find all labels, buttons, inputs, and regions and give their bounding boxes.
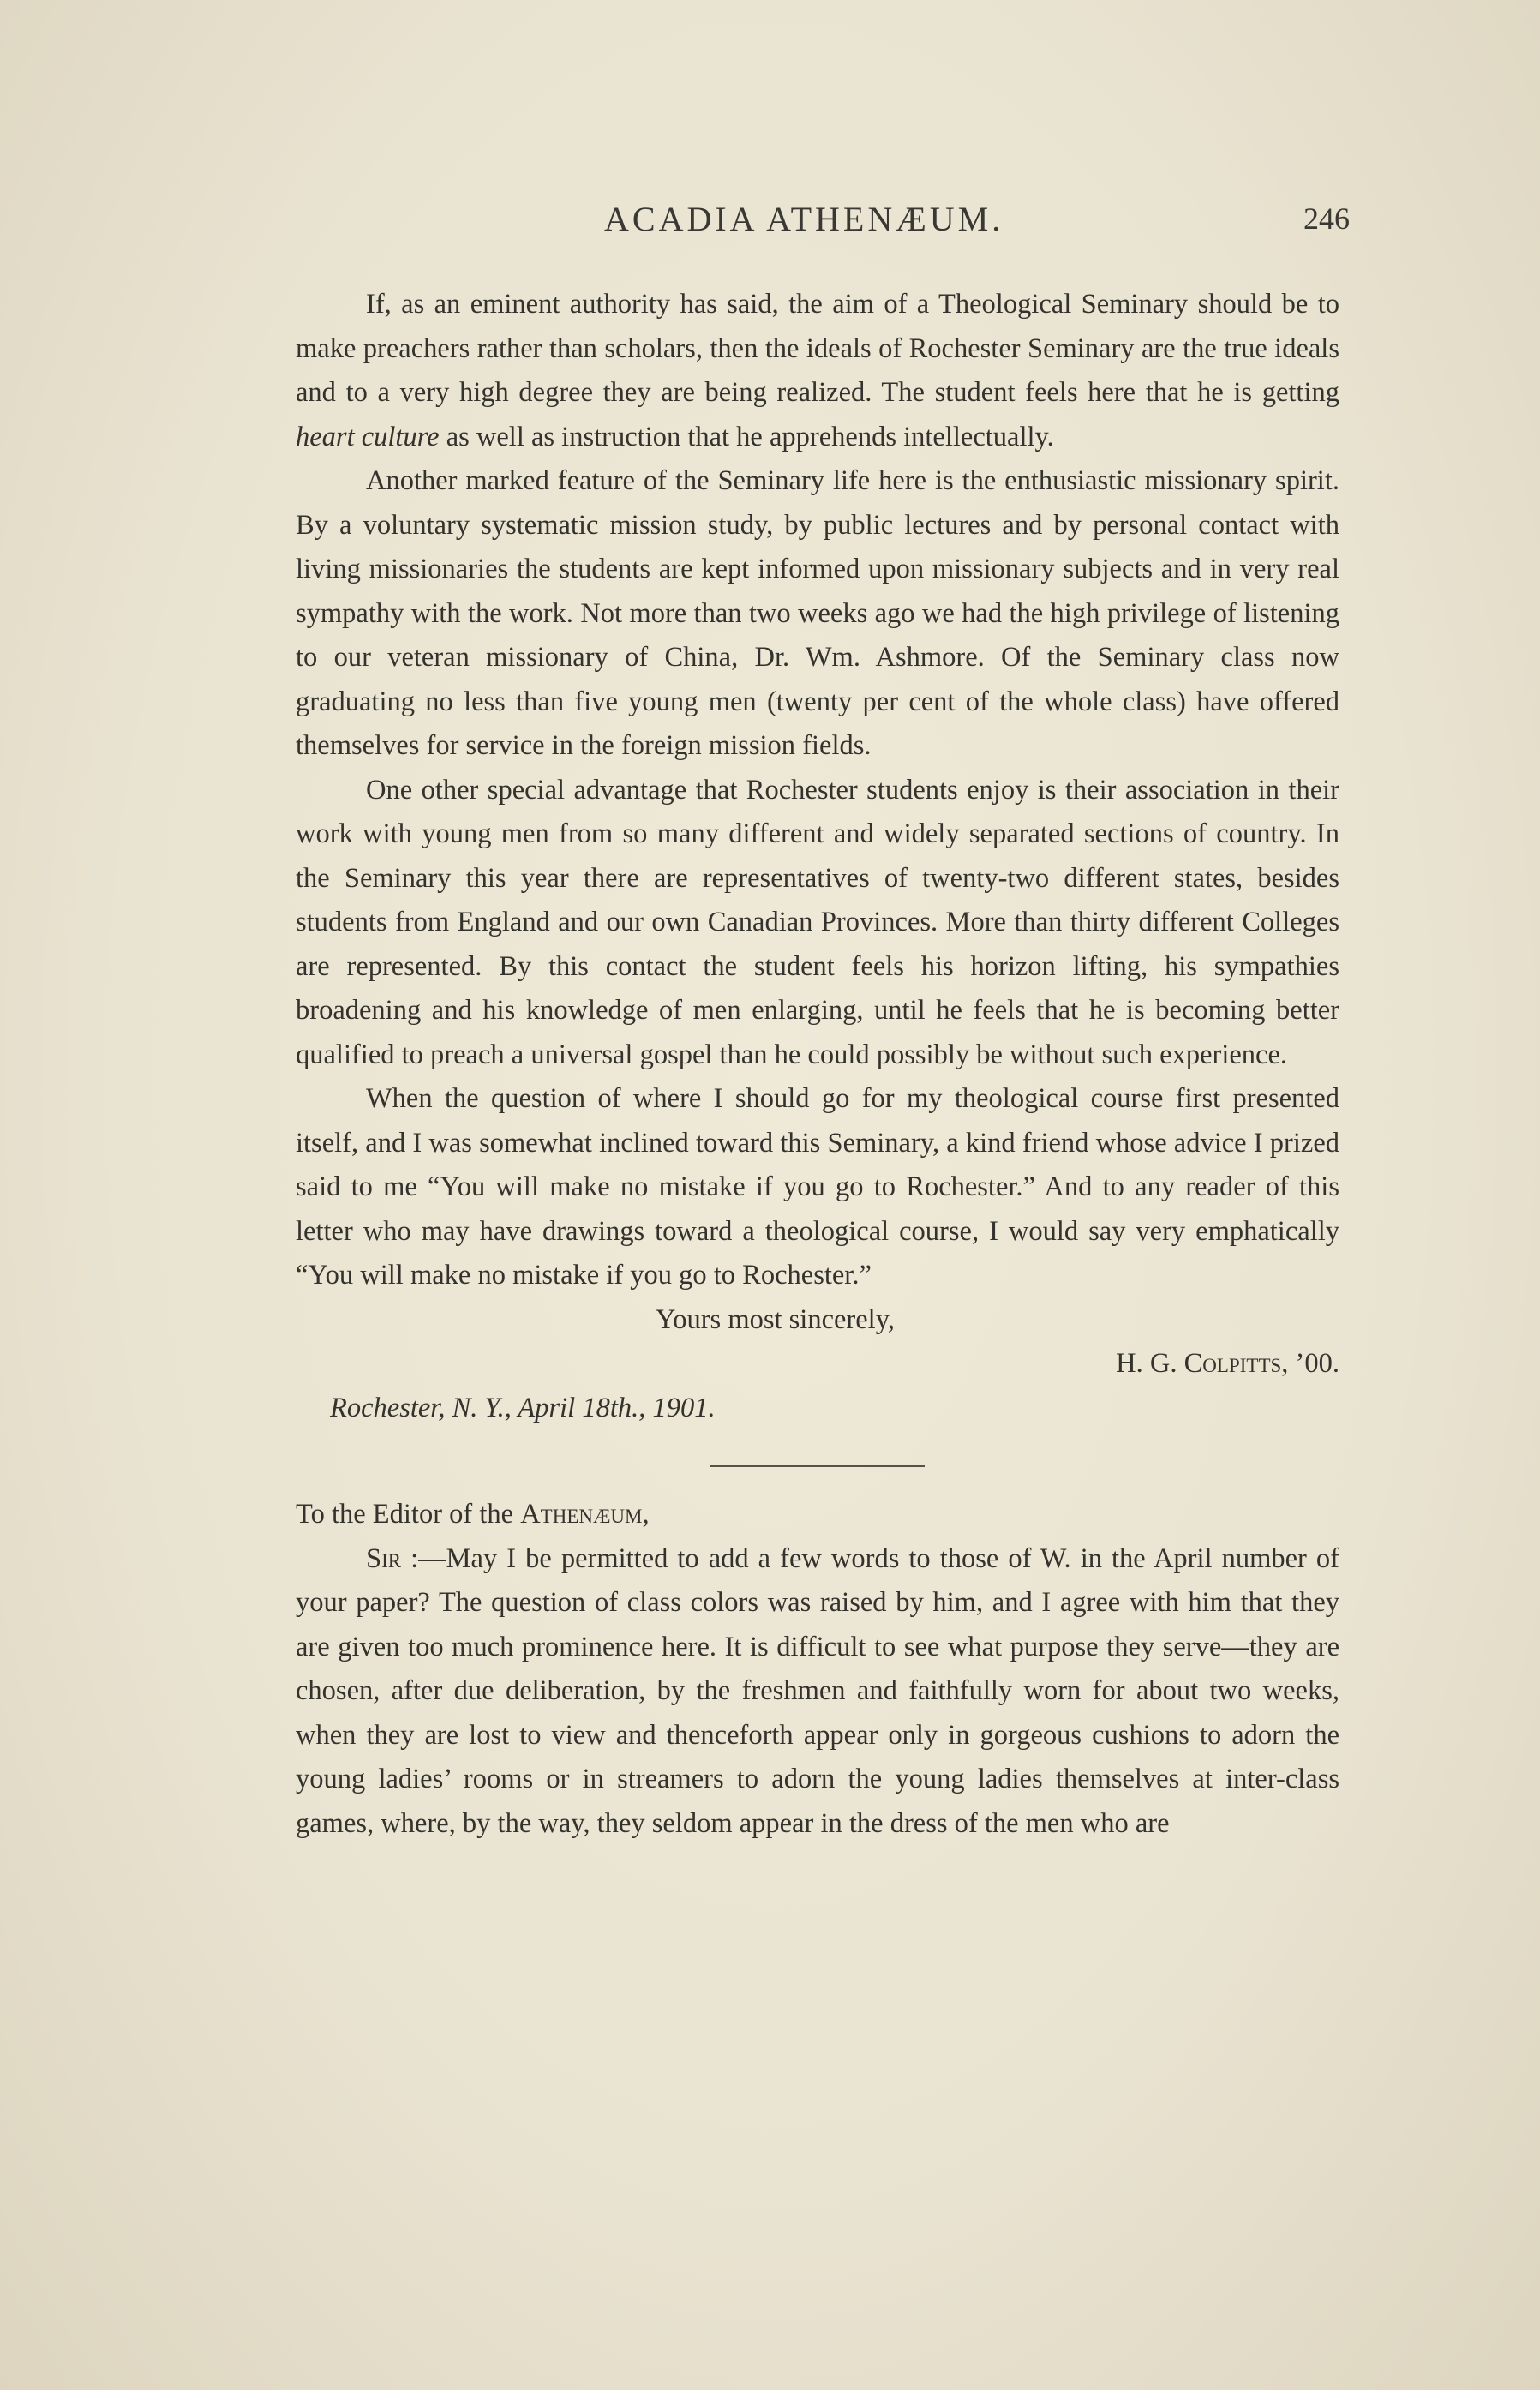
signature-block bbox=[296, 1342, 1339, 1436]
section-divider bbox=[710, 1465, 925, 1467]
emphasis: heart culture bbox=[296, 421, 440, 452]
letter1-paragraph-4: When the question of where I should go for my theological course first presented itself, and I was somewhat inclined toward this Seminary, a kind friend whose advice I prized said to me “You will make no mistake if you go to Rochester.” And to any reader of this letter who may have drawings toward a theological course, I would say very emphatically “You will make no mistake if you go to Rochester.” bbox=[296, 1083, 1339, 1291]
letter2-paragraph-1: Sir :—May I be permitted to add a few words to those of W. in the April number of your paper? The question of class colors was raised by him, and I agree with him that they are given too much prominence here. It is difficult to see what purpose they serve—they are chosen, after due deliberation, by the freshmen and faithfully worn for about two weeks, when they are lost to view and thenceforth appear only in gorgeous cushions to adorn the young ladies’ rooms or in streamers to adorn the young ladies themselves at inter-class games, where, by the way, they seldom appear in the dress of the men who are bbox=[296, 1542, 1339, 1839]
place-date: Rochester, N. Y., April 18th., 1901. bbox=[330, 1393, 716, 1423]
running-title: ACADIA ATHENÆUM. bbox=[604, 200, 1004, 238]
signer-name: H. G. Colpitts, ’00. bbox=[1116, 1348, 1339, 1379]
letter1-paragraph-3: One other special advantage that Rochester students enjoy is their association in their work with young men from so many different and widely separated sections of country. In the Seminary this year there are representatives of twenty-two different states, besides students from England and our own Canadian Provinces. More than thirty different Colleges are represented. By this contact the student feels his horizon lifting, his sympathies broadening and his knowledge of men enlarging, until he feels that he is becoming better qualified to preach a universal gospel than he could possibly be without such experience. bbox=[296, 774, 1339, 1070]
letter-closing: Yours most sincerely, bbox=[656, 1303, 895, 1335]
letter1-paragraph-1: If, as an eminent authority has said, the aim of a Theological Seminary should be to make preachers rather than scholars, then the ideals of Rochester Seminary are the true ideals and to a very high degree they are being realized. The student feels here that he is getting heart culture as well as instruction that he apprehends intellectually. bbox=[296, 289, 1339, 452]
page-header bbox=[296, 199, 1350, 250]
page-number: 246 bbox=[1303, 201, 1350, 236]
letter2-salutation: To the Editor of the Athenæum, bbox=[296, 1499, 650, 1530]
article-body bbox=[296, 283, 1339, 1846]
letter1-paragraph-2: Another marked feature of the Seminary life here is the enthusiastic missionary spirit. By a voluntary systematic mission study, by public lectures and by personal contact with living missionaries the students are kept informed upon missionary subjects and in very real sympathy with the work. Not more than two weeks ago we had the high privilege of listening to our veteran missionary of China, Dr. Wm. Ashmore. Of the Seminary class now graduating no less than five young men (twenty per cent of the whole class) have offered themselves for service in the foreign mission fields. bbox=[296, 465, 1339, 761]
